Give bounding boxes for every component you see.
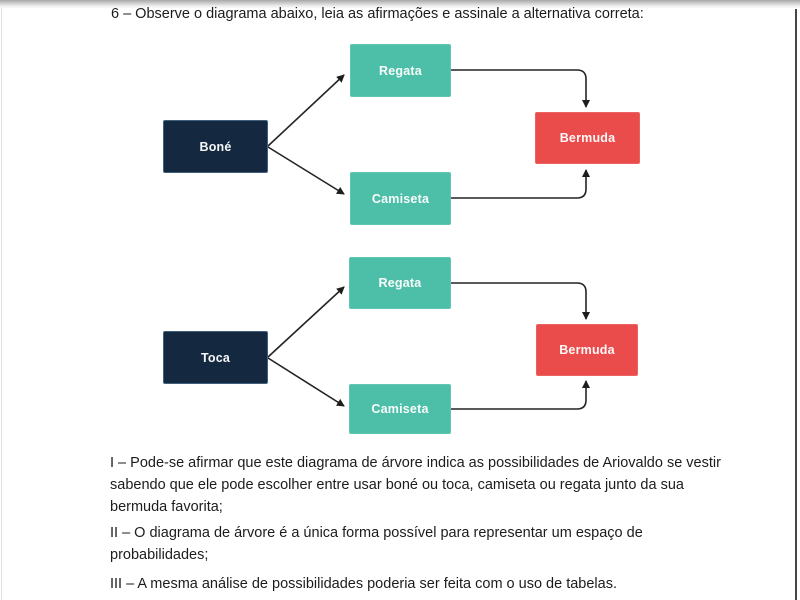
tree2-option-regata-label: Regata xyxy=(378,276,422,290)
arrow-bone-regata xyxy=(268,75,344,146)
tree2-result-node xyxy=(536,324,638,376)
statement-iii xyxy=(110,573,617,595)
tree2-root-label: Toca xyxy=(200,350,231,365)
statement-i-line-1: I – Pode-se afirmar que este diagrama de árvore indica as possibilidades de Ariovaldo se vestir xyxy=(110,455,721,471)
arrow-toca-regata xyxy=(268,287,344,357)
arrow-bone-camiseta xyxy=(268,147,344,194)
statement-ii-line-1: II – O diagrama de árvore é a única forma possível para representar um espaço de xyxy=(110,525,643,541)
arrow-camiseta-bermuda xyxy=(451,170,586,198)
tree1-result-label: Bermuda xyxy=(559,131,616,145)
statement-i-line-2: sabendo que ele pode escolher entre usar boné ou toca, camiseta ou regata junto da sua xyxy=(110,477,684,493)
statement-iii-line-1: III – A mesma análise de possibilidades poderia ser feita com o uso de tabelas. xyxy=(110,576,617,592)
tree1-option-camiseta xyxy=(350,172,451,225)
statement-ii-line-2: probabilidades; xyxy=(110,547,209,563)
tree2-option-camiseta xyxy=(349,384,451,434)
tree2-option-camiseta-label: Camiseta xyxy=(371,402,429,416)
arrow-toca-camiseta xyxy=(268,358,344,406)
question-title: 6 – Observe o diagrama abaixo, leia as afirmações e assinale a alternativa correta: xyxy=(111,6,644,22)
statement-i-line-3: bermuda favorita; xyxy=(110,499,223,515)
statement-ii xyxy=(110,522,643,566)
tree1-option-regata-label: Regata xyxy=(379,63,422,78)
tree2-root-node xyxy=(163,331,268,384)
tree1-root-label: Boné xyxy=(199,139,232,154)
tree2-result-label: Bermuda xyxy=(559,343,615,357)
tree1-result-node xyxy=(535,112,640,164)
tree1-option-camiseta-label: Camiseta xyxy=(371,191,430,206)
arrow-regata-bermuda xyxy=(451,70,586,107)
statement-i xyxy=(110,452,721,518)
arrow-camiseta2-bermuda xyxy=(451,381,586,409)
arrow-regata2-bermuda xyxy=(451,283,586,319)
tree1-root-node xyxy=(163,120,268,173)
tree2-option-regata xyxy=(349,257,451,309)
tree1-option-regata xyxy=(350,44,451,97)
window-right-border xyxy=(795,9,797,600)
page-left-edge xyxy=(1,8,2,600)
